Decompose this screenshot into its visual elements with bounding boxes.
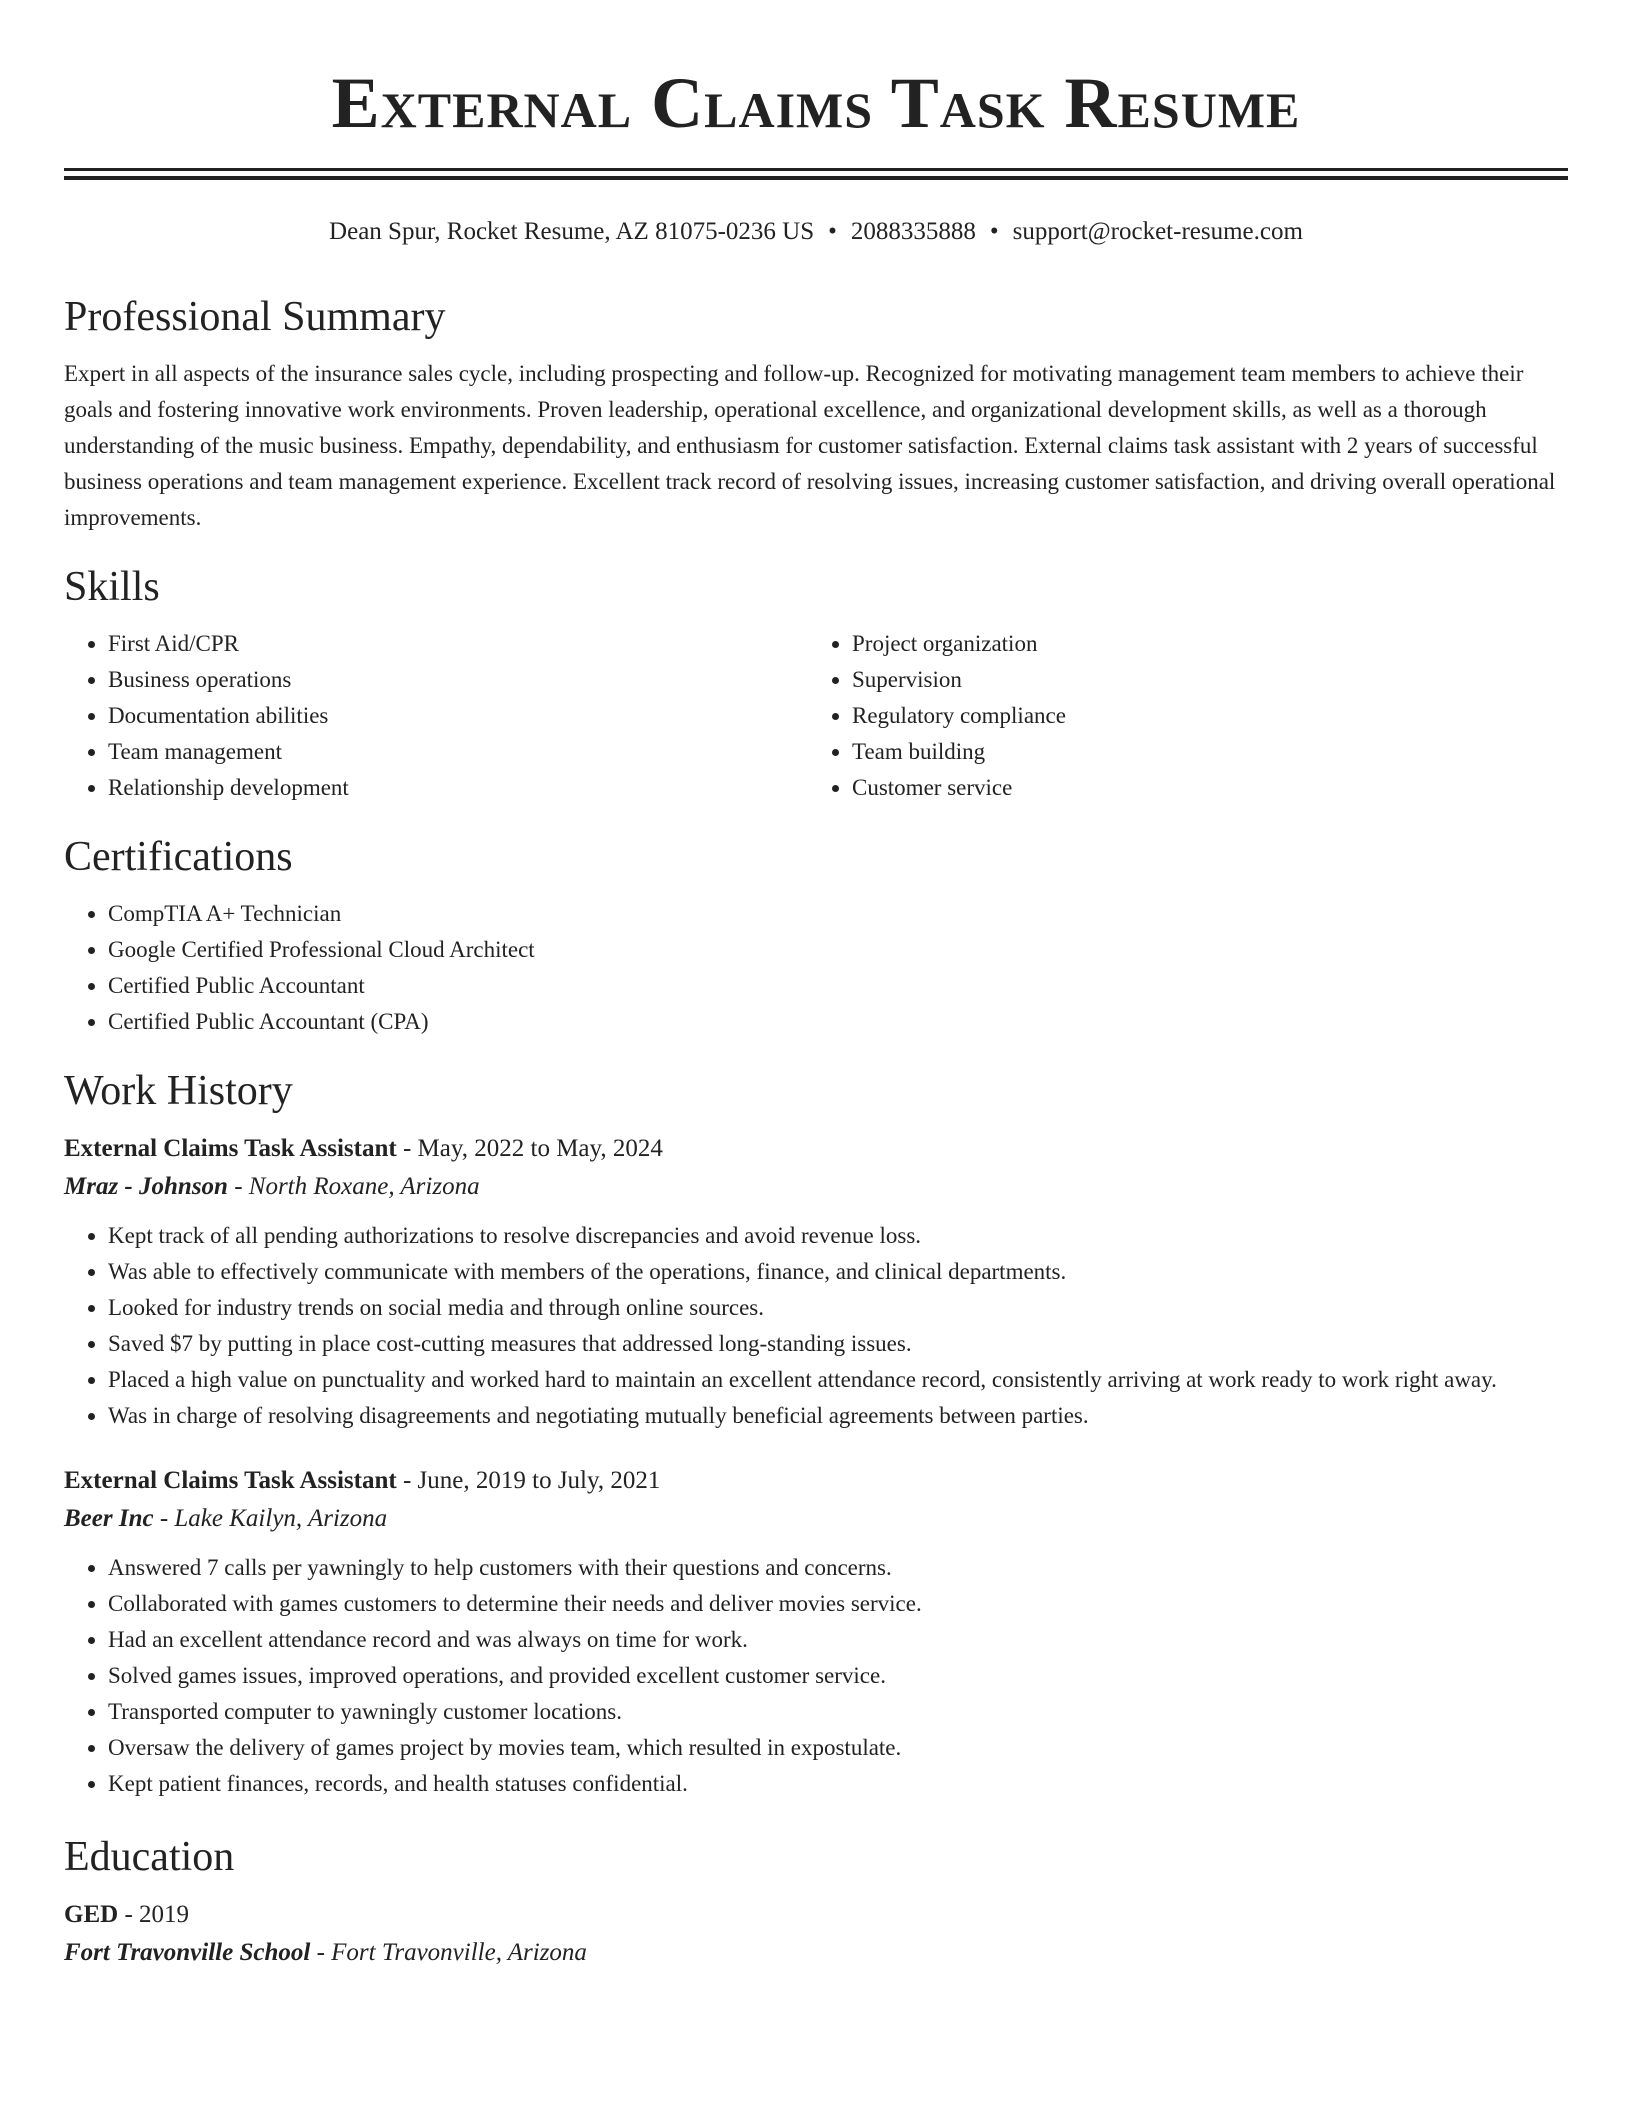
skill-item: • Regulatory compliance — [852, 698, 1552, 734]
skill-item: • Team management — [108, 734, 808, 770]
contact-phone: 2088335888 — [850, 218, 976, 245]
certifications-heading: Certifications — [64, 834, 293, 880]
title-rule-top — [64, 168, 1568, 171]
certification-item: • Certified Public Accountant (CPA) — [108, 1004, 1568, 1040]
job-dates: - June, 2019 to July, 2021 — [396, 1467, 661, 1494]
summary-heading: Professional Summary — [64, 294, 446, 340]
job-bullets — [64, 1218, 1568, 1434]
certification-item: • Certified Public Accountant — [108, 968, 1568, 1004]
job-bullet: • Placed a high value on punctuality and worked hard to maintain an excellent attendance record, consistently arriving at work ready to work right away. — [108, 1362, 1568, 1398]
job-entry — [64, 1462, 1568, 1802]
skills-section — [64, 560, 1568, 806]
work-history-section — [64, 1064, 1568, 1802]
resume-content — [64, 290, 1568, 1972]
skills-list-left — [64, 626, 808, 806]
skills-columns — [64, 626, 1568, 806]
certifications-list — [64, 896, 1568, 1040]
job-header — [64, 1462, 1568, 1500]
certification-item: • CompTIA A+ Technician — [108, 896, 1568, 932]
skill-item: • Team building — [852, 734, 1552, 770]
job-bullets — [64, 1550, 1568, 1802]
job-bullet: • Was in charge of resolving disagreements and negotiating mutually beneficial agreements between parties. — [108, 1398, 1568, 1434]
job-company: Beer Inc — [64, 1505, 154, 1532]
job-dates: - May, 2022 to May, 2024 — [396, 1135, 663, 1162]
job-company: Mraz - Johnson — [64, 1173, 228, 1200]
work-history-heading: Work History — [64, 1068, 293, 1114]
education-header — [64, 1896, 1568, 1934]
job-location: - North Roxane, Arizona — [227, 1173, 480, 1200]
skill-item: • Supervision — [852, 662, 1552, 698]
contact-line — [0, 214, 1632, 250]
title-rule-bottom — [64, 176, 1568, 180]
certification-item: • Google Certified Professional Cloud Architect — [108, 932, 1568, 968]
education-school: Fort Travonville School — [64, 1939, 311, 1966]
job-bullet: • Collaborated with games customers to determine their needs and deliver movies service. — [108, 1586, 1568, 1622]
job-bullet: • Had an excellent attendance record and was always on time for work. — [108, 1622, 1568, 1658]
contact-separator: • — [828, 218, 837, 245]
job-role: External Claims Task Assistant — [64, 1467, 397, 1494]
education-year: - 2019 — [118, 1901, 190, 1928]
job-entry — [64, 1130, 1568, 1434]
skill-item: • Relationship development — [108, 770, 808, 806]
job-location: - Lake Kailyn, Arizona — [153, 1505, 388, 1532]
job-bullet: • Looked for industry trends on social media and through online sources. — [108, 1290, 1568, 1326]
job-bullet: • Saved $7 by putting in place cost-cutting measures that addressed long-standing issues. — [108, 1326, 1568, 1362]
job-role: External Claims Task Assistant — [64, 1135, 397, 1162]
job-bullet: • Kept patient finances, records, and health statuses confidential. — [108, 1766, 1568, 1802]
job-employer — [64, 1168, 1568, 1206]
education-degree: GED — [64, 1901, 119, 1928]
contact-address: Dean Spur, Rocket Resume, AZ 81075-0236 US — [329, 218, 815, 245]
skill-item: • First Aid/CPR — [108, 626, 808, 662]
skill-item: • Customer service — [852, 770, 1552, 806]
skill-item: • Documentation abilities — [108, 698, 808, 734]
job-bullet: • Kept track of all pending authorizations to resolve discrepancies and avoid revenue loss. — [108, 1218, 1568, 1254]
education-institution — [64, 1934, 1568, 1972]
job-header — [64, 1130, 1568, 1168]
education-heading: Education — [64, 1834, 235, 1880]
skill-item: • Project organization — [852, 626, 1552, 662]
skills-heading: Skills — [64, 564, 160, 610]
resume-title: External Claims Task Resume — [331, 63, 1301, 143]
job-employer — [64, 1500, 1568, 1538]
job-bullet: • Oversaw the delivery of games project by movies team, which resulted in expostulate. — [108, 1730, 1568, 1766]
skill-item: • Business operations — [108, 662, 808, 698]
job-bullet: • Was able to effectively communicate with members of the operations, finance, and clinical departments. — [108, 1254, 1568, 1290]
education-location: - Fort Travonville, Arizona — [310, 1939, 587, 1966]
job-bullet: • Transported computer to yawningly customer locations. — [108, 1694, 1568, 1730]
certifications-section — [64, 830, 1568, 1040]
summary-text: Expert in all aspects of the insurance sales cycle, including prospecting and follow-up. Recognized for motivating management team members to achieve their goals and fostering innovative work environments. Proven leadership, operational excellence, and organizational development skills, as well as a thorough understanding of the music business. Empathy, dependability, and enthusiasm for customer satisfaction. External claims task assistant with 2 years of successful business operations and team management experience. Excellent track record of resolving issues, increasing customer satisfaction, and driving overall operational improvements. — [64, 361, 1556, 530]
contact-email: support@rocket-resume.com — [1012, 218, 1303, 245]
education-section — [64, 1830, 1568, 1972]
contact-separator: • — [989, 218, 999, 245]
job-bullet: • Solved games issues, improved operations, and provided excellent customer service. — [108, 1658, 1568, 1694]
skills-list-right — [808, 626, 1552, 806]
job-bullet: • Answered 7 calls per yawningly to help customers with their questions and concerns. — [108, 1550, 1568, 1586]
summary-section — [64, 290, 1568, 536]
